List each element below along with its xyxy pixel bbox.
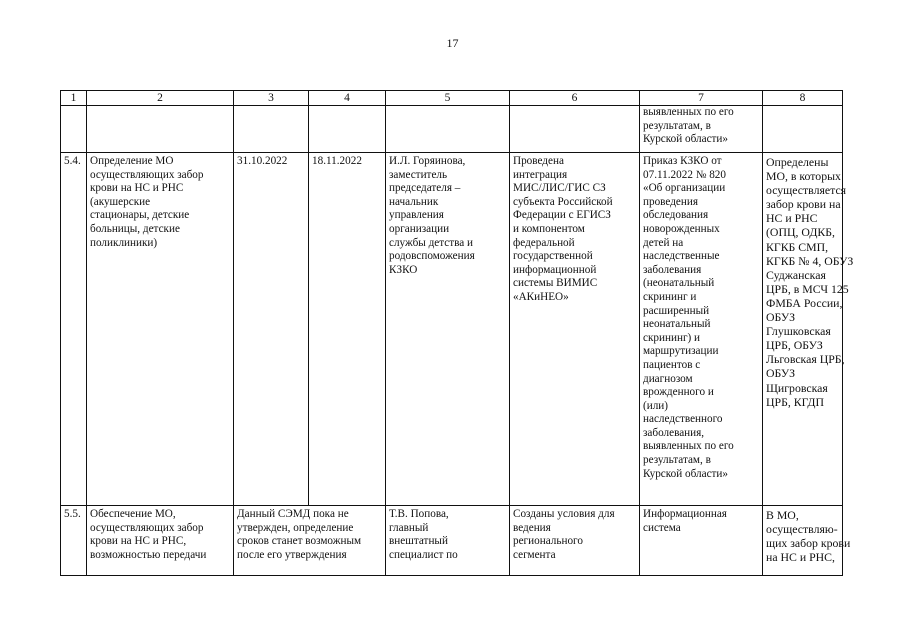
cell-lines — [643, 155, 759, 481]
cell-document — [640, 506, 763, 576]
cell-line: осуществляется — [766, 183, 847, 198]
cell-line: 31.10.2022 — [237, 155, 288, 167]
cell-line: федеральной — [513, 236, 575, 249]
cell-line: родовспоможения — [389, 250, 475, 263]
cell-line: государственной — [513, 250, 593, 263]
cell-line: КЗКО — [389, 263, 418, 276]
cell-line: КГКБ СМП, — [766, 239, 829, 254]
cell-line: Обеспечение МО, — [90, 508, 176, 520]
cell-line: ОБУЗ — [766, 310, 795, 325]
cell-line: регионального — [513, 535, 583, 548]
cell-line: маршрутизации — [643, 345, 719, 358]
cell-line: Созданы условия для — [513, 508, 615, 520]
cell-line: «АКиНЕО» — [513, 290, 569, 303]
cell-line: скрининг) и — [643, 331, 701, 344]
column-header: 5 — [386, 91, 510, 106]
cell-line: утвержден, определение — [237, 521, 354, 534]
cell-number — [61, 153, 87, 506]
cell-line: (акушерские — [90, 195, 151, 208]
cell-line: «Об организации — [643, 182, 726, 195]
cell-line: заместитель — [389, 168, 448, 181]
cell-line: результатам, в — [643, 119, 711, 132]
cell-line: системы ВИМИС — [513, 277, 598, 290]
cell-lines — [312, 155, 382, 169]
cell-line: детей на — [643, 236, 684, 249]
cell-line: Информационная — [643, 508, 727, 520]
cell-line: НС и РНС — [766, 211, 818, 226]
cell-line: ОБУЗ — [766, 366, 795, 381]
header-row — [61, 91, 843, 106]
cell-line: 5.4. — [64, 155, 81, 167]
cell-line: стационары, детские — [90, 209, 190, 222]
cell-line: службы детства и — [389, 236, 474, 249]
cell-line: после его утверждения — [237, 548, 347, 561]
cell-line: поликлиники) — [90, 236, 158, 249]
cell-line: обследования — [643, 209, 709, 222]
cell-line: информационной — [513, 263, 597, 276]
cell-line: 07.11.2022 № 820 — [643, 168, 726, 181]
cell-line: забор крови на — [766, 197, 841, 212]
cell-line: Курской области» — [643, 133, 729, 146]
cell-line: осуществляющих забор — [90, 521, 204, 534]
cell-lines — [643, 508, 759, 535]
cell-lines — [389, 508, 506, 562]
cell-lines — [64, 508, 83, 522]
cell-line: выявленных по его — [643, 440, 734, 453]
cell-line: КГКБ № 4, ОБУЗ — [766, 253, 854, 268]
cell-line: субъекта Российской — [513, 195, 613, 208]
cell-line: и компонентом — [513, 222, 585, 235]
table-row-5-5 — [61, 506, 843, 576]
cell-lines — [766, 155, 854, 409]
cell-line: Щигровская — [766, 380, 828, 395]
cell-line: МО, в которых — [766, 169, 841, 184]
cell-line: неонатальный — [643, 318, 711, 331]
cell-document — [640, 106, 763, 153]
cell-line: начальник — [389, 195, 439, 208]
cell-line: проведения — [643, 195, 698, 208]
cell-line: осуществляю- — [766, 522, 838, 537]
cell-line: председателя – — [389, 182, 461, 195]
cell-lines — [64, 155, 83, 169]
cell-line: внештатный — [389, 535, 448, 548]
cell-lines — [766, 508, 851, 565]
cell-line: наследственные — [643, 250, 720, 263]
cell-line: Т.В. Попова, — [389, 508, 449, 520]
cell-measure — [87, 506, 234, 576]
column-header: 8 — [763, 91, 843, 106]
cell-dates-merged — [234, 506, 386, 576]
cell-line: система — [643, 521, 681, 534]
cell-lines — [389, 155, 506, 277]
cell-outcome — [763, 506, 851, 576]
measures-table — [60, 90, 854, 576]
column-header: 3 — [234, 91, 309, 106]
cell-line: больницы, детские — [90, 222, 180, 235]
cell-line: Глушковская — [766, 324, 831, 339]
cell-document — [640, 153, 763, 506]
column-header: 2 — [87, 91, 234, 106]
table-row-continuation — [61, 106, 843, 153]
cell-line: (неонатальный — [643, 277, 715, 290]
cell-line: управления — [389, 209, 444, 222]
cell-lines — [513, 508, 636, 562]
cell-line: 18.11.2022 — [312, 155, 362, 167]
cell-line: щих забор крови — [766, 536, 851, 551]
cell-line: главный — [389, 521, 429, 534]
cell-line: Суджанская — [766, 267, 826, 282]
cell-number — [61, 506, 87, 576]
cell-line: специалист по — [389, 548, 458, 561]
cell-line: ФМБА России, — [766, 295, 843, 310]
cell-line: на НС и РНС, — [766, 550, 835, 565]
cell-line: Данный СЭМД пока не — [237, 508, 349, 520]
cell-line: Приказ КЗКО от — [643, 155, 722, 167]
cell-lines — [513, 155, 636, 305]
cell-lines — [90, 508, 230, 562]
cell-measure — [87, 106, 234, 153]
cell-line: врожденного и — [643, 386, 714, 399]
cell-responsible — [386, 106, 510, 153]
cell-outcome — [763, 106, 843, 153]
cell-result — [510, 153, 640, 506]
cell-line: скрининг и — [643, 290, 697, 303]
cell-end-date — [309, 153, 386, 506]
cell-line: новорожденных — [643, 222, 720, 235]
cell-measure — [87, 153, 234, 506]
cell-line: диагнозом — [643, 372, 693, 385]
cell-number — [61, 106, 87, 153]
cell-line: Определение МО — [90, 155, 174, 167]
column-header: 1 — [61, 91, 87, 106]
cell-result — [510, 106, 640, 153]
cell-line: возможностью передачи — [90, 548, 207, 561]
cell-lines — [90, 155, 230, 250]
cell-line: выявленных по его — [643, 106, 734, 118]
cell-line: 5.5. — [64, 508, 81, 520]
cell-line: результатам, в — [643, 454, 711, 467]
cell-line: Льговская ЦРБ, — [766, 352, 845, 367]
cell-result — [510, 506, 640, 576]
page-number: 17 — [446, 36, 459, 50]
column-header: 4 — [309, 91, 386, 106]
cell-lines — [643, 106, 759, 147]
cell-line: осуществляющих забор — [90, 168, 204, 181]
cell-line: организации — [389, 222, 450, 235]
cell-line: ведения — [513, 521, 551, 534]
cell-line: наследственного — [643, 413, 723, 426]
cell-line: (или) — [643, 399, 669, 412]
cell-start-date — [234, 106, 309, 153]
cell-lines — [237, 155, 305, 169]
cell-line: интеграция — [513, 168, 568, 181]
cell-line: (ОПЦ, ОДКБ, — [766, 225, 835, 240]
cell-line: Курской области» — [643, 467, 729, 480]
cell-line: сроков станет возможным — [237, 535, 362, 548]
cell-line: В МО, — [766, 508, 799, 522]
column-header: 6 — [510, 91, 640, 106]
cell-line: Определены — [766, 155, 829, 169]
cell-line: крови на НС и РНС — [90, 182, 184, 195]
cell-responsible — [386, 506, 510, 576]
cell-end-date — [309, 106, 386, 153]
cell-line: МИС/ЛИС/ГИС СЗ — [513, 182, 606, 195]
table-row-5-4 — [61, 153, 843, 506]
cell-line: пациентов с — [643, 358, 701, 371]
cell-outcome — [763, 153, 854, 506]
cell-line: сегмента — [513, 548, 556, 561]
cell-responsible — [386, 153, 510, 506]
cell-start-date — [234, 153, 309, 506]
cell-line: заболевания, — [643, 426, 705, 439]
cell-line: заболевания — [643, 263, 702, 276]
cell-line: Федерации с ЕГИСЗ — [513, 209, 611, 222]
cell-line: крови на НС и РНС, — [90, 535, 187, 548]
column-header: 7 — [640, 91, 763, 106]
cell-line: Проведена — [513, 155, 564, 167]
cell-line: ЦРБ, в МСЧ 125 — [766, 281, 849, 296]
cell-line: ЦРБ, ОБУЗ — [766, 338, 823, 353]
cell-line: ЦРБ, КГДП — [766, 394, 824, 409]
cell-line: И.Л. Горяинова, — [389, 155, 466, 167]
cell-lines — [237, 508, 382, 562]
cell-line: расширенный — [643, 304, 710, 317]
